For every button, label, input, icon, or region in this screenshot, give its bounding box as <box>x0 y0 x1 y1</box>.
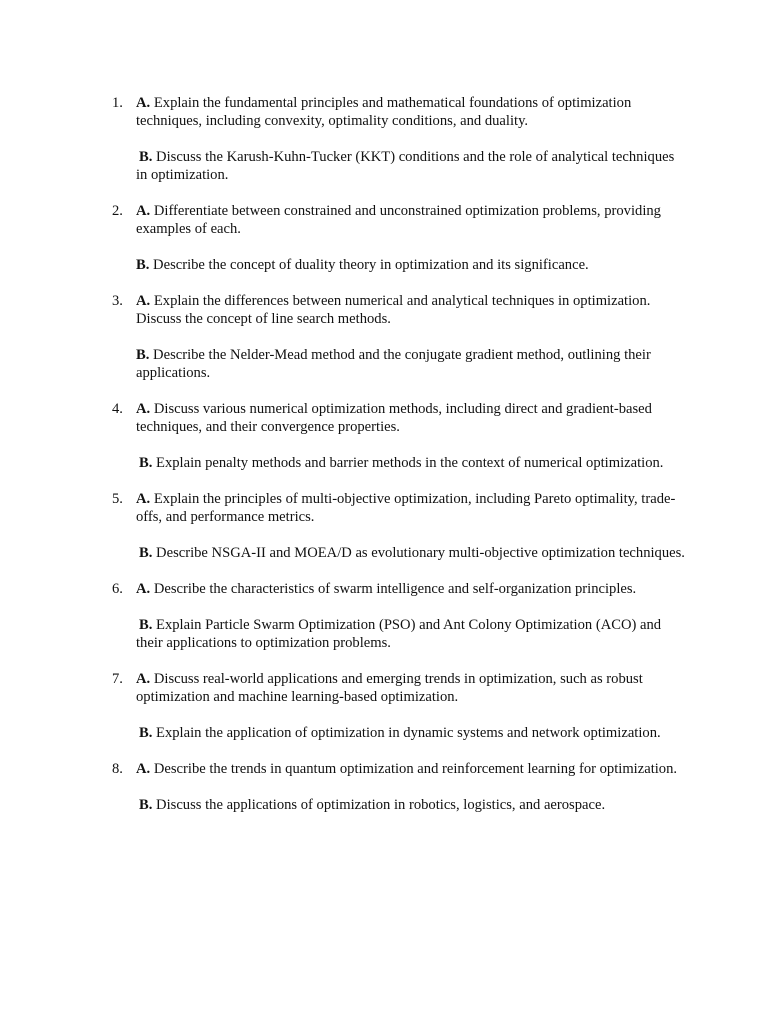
question-part-a <box>136 580 686 598</box>
part-letter: A. <box>136 95 151 111</box>
question-part-a <box>136 292 686 328</box>
part-text: Discuss the applications of optimization in robotics, logistics, and aerospace. <box>156 797 606 813</box>
part-letter: A. <box>136 581 151 597</box>
question-number: 4. <box>112 401 123 417</box>
part-text: Describe the characteristics of swarm intelligence and self-organization principles. <box>153 581 637 597</box>
part-text: Explain penalty methods and barrier methods in the context of numerical optimization. <box>156 455 664 471</box>
part-text: Explain the application of optimization in dynamic systems and network optimization. <box>156 725 661 741</box>
question-part-b <box>136 616 686 652</box>
question-number: 7. <box>112 671 123 687</box>
part-letter: A. <box>136 401 151 417</box>
question-number: 6. <box>112 581 123 597</box>
question-item <box>0 94 768 184</box>
part-text: Explain Particle Swarm Optimization (PSO) and Ant Colony Optimization (ACO) and their applications to optimization problems. <box>136 617 662 651</box>
question-item <box>0 202 768 274</box>
part-letter: B. <box>139 725 153 741</box>
part-letter: B. <box>139 617 153 633</box>
part-letter: B. <box>139 455 153 471</box>
question-item <box>0 292 768 382</box>
part-text: Differentiate between constrained and unconstrained optimization problems, providing examples of each. <box>136 203 661 237</box>
part-text: Discuss various numerical optimization methods, including direct and gradient-based techniques, and their convergence properties. <box>136 401 652 435</box>
question-item <box>0 580 768 652</box>
question-part-a <box>136 670 686 706</box>
part-letter: B. <box>136 347 150 363</box>
question-part-b <box>136 256 686 274</box>
question-list <box>0 94 768 832</box>
part-text: Discuss real-world applications and emerging trends in optimization, such as robust optimization and machine learning-based optimization. <box>136 671 643 705</box>
question-item <box>0 760 768 814</box>
part-letter: B. <box>139 545 153 561</box>
part-text: Describe NSGA-II and MOEA/D as evolutionary multi-objective optimization techniques. <box>156 545 685 561</box>
question-number: 8. <box>112 761 123 777</box>
question-part-b <box>136 544 686 562</box>
part-text: Explain the principles of multi-objective optimization, including Pareto optimality, trade-offs, and performance metrics. <box>136 491 676 525</box>
question-part-a <box>136 202 686 238</box>
part-text: Explain the fundamental principles and mathematical foundations of optimization techniques, including convexity, optimality conditions, and duality. <box>136 95 632 129</box>
part-letter: A. <box>136 203 151 219</box>
question-item <box>0 400 768 472</box>
part-letter: A. <box>136 491 151 507</box>
question-part-a <box>136 490 686 526</box>
question-number: 3. <box>112 293 123 309</box>
question-part-a <box>136 760 686 778</box>
question-part-b <box>136 796 686 814</box>
question-item <box>0 670 768 742</box>
part-letter: A. <box>136 293 151 309</box>
part-text: Describe the concept of duality theory in optimization and its significance. <box>153 257 589 273</box>
question-number: 2. <box>112 203 123 219</box>
question-item <box>0 490 768 562</box>
question-part-b <box>136 724 686 742</box>
part-letter: B. <box>136 257 150 273</box>
part-letter: A. <box>136 761 151 777</box>
question-number: 5. <box>112 491 123 507</box>
question-number: 1. <box>112 95 123 111</box>
part-letter: A. <box>136 671 151 687</box>
part-letter: B. <box>139 149 153 165</box>
part-text: Describe the trends in quantum optimization and reinforcement learning for optimization. <box>153 761 678 777</box>
part-text: Discuss the Karush-Kuhn-Tucker (KKT) conditions and the role of analytical techniques in optimization. <box>136 149 675 183</box>
part-letter: B. <box>139 797 153 813</box>
question-part-b <box>136 148 686 184</box>
question-part-a <box>136 400 686 436</box>
question-part-a <box>136 94 686 130</box>
part-text: Explain the differences between numerical and analytical techniques in optimization. Discuss the concept of line search methods. <box>136 293 651 327</box>
question-part-b <box>136 346 686 382</box>
question-part-b <box>136 454 686 472</box>
part-text: Describe the Nelder-Mead method and the conjugate gradient method, outlining their applications. <box>136 347 651 381</box>
